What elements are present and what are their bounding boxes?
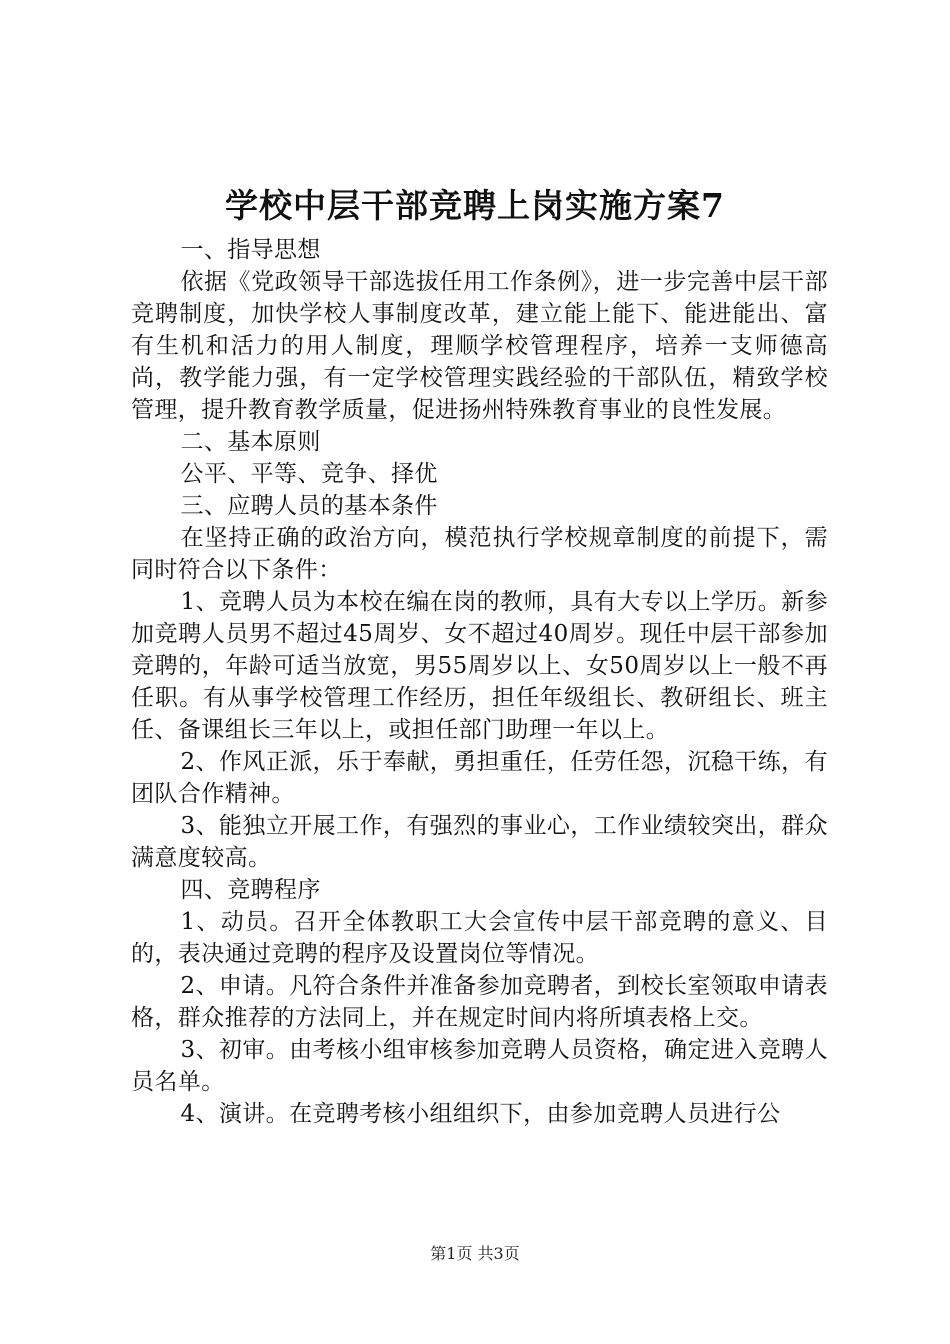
paragraph-procedure-3: 3、初审。由考核小组审核参加竞聘人员资格，确定进入竞聘人员名单。 [131,1037,828,1095]
paragraph-condition-2: 2、作风正派，乐于奉献，勇担重任，任劳任怨，沉稳干练，有团队合作精神。 [131,749,828,807]
paragraph-basic-principles: 公平、平等、竞争、择优 [180,461,438,487]
section-heading-basic-principles: 二、基本原则 [180,429,321,455]
paragraph-procedure-1: 1、动员。召开全体教职工大会宣传中层干部竞聘的意义、目的，表决通过竞聘的程序及设置岗位等情况。 [131,909,828,967]
paragraph-guiding-ideology: 依据《党政领导干部选拔任用工作条例》，进一步完善中层干部竞聘制度，加快学校人事制度改革，建立能上能下、能进能出、富有生机和活力的用人制度，理顺学校管理程序，培养一支师德高尚，教学能力强，有一定学校管理实践经验的干部队伍，精致学校管理，提升教育教学质量，促进扬州特殊教育事业的良性发展。 [131,269,828,423]
section-heading-guiding-ideology: 一、指导思想 [180,237,321,263]
document-body [131,234,828,1130]
page-number-footer: 第1页 共3页 [430,1244,520,1263]
paragraph-condition-1: 1、竞聘人员为本校在编在岗的教师，具有大专以上学历。新参加竞聘人员男不超过45周岁、女不超过40周岁。现任中层干部参加竞聘的，年龄可适当放宽，男55周岁以上、女50周岁以上一般不再任职。有从事学校管理工作经历，担任年级组长、教研组长、班主任、备课组长三年以上，或担任部门助理一年以上。 [131,589,828,743]
section-heading-procedure: 四、竞聘程序 [180,877,321,903]
paragraph-conditions-intro: 在坚持正确的政治方向，模范执行学校规章制度的前提下，需同时符合以下条件： [131,525,828,583]
paragraph-procedure-4: 4、演讲。在竞聘考核小组组织下，由参加竞聘人员进行公 [180,1101,781,1127]
document-title: 学校中层干部竞聘上岗实施方案7 [225,186,725,225]
paragraph-procedure-2: 2、申请。凡符合条件并准备参加竞聘者，到校长室领取申请表格，群众推荐的方法同上，并在规定时间内将所填表格上交。 [131,973,828,1031]
section-heading-basic-conditions: 三、应聘人员的基本条件 [180,493,438,519]
paragraph-condition-3: 3、能独立开展工作，有强烈的事业心，工作业绩较突出，群众满意度较高。 [131,813,828,871]
